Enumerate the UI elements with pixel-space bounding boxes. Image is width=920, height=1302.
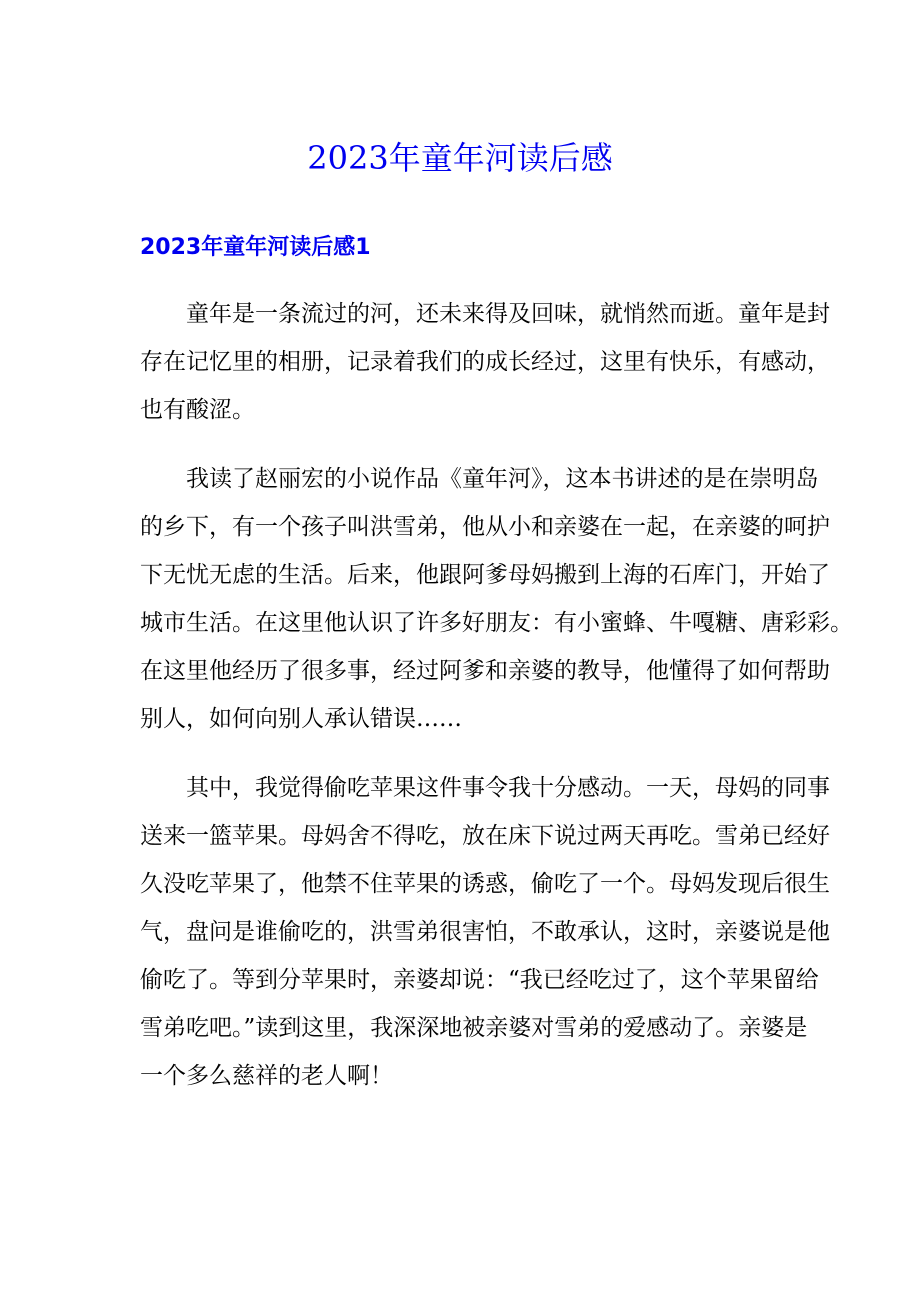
paragraph (140, 290, 830, 434)
paragraph-line: 城市生活。在这里他认识了许多好朋友：有小蜜蜂、牛嘎糖、唐彩彩。 (140, 610, 853, 636)
paragraph-line: 气，盘问是谁偷吃的，洪雪弟很害怕，不敢承认，这时，亲婆说是他 (140, 919, 830, 945)
paragraph-line: 我读了赵丽宏的小说作品《童年河》，这本书讲述的是在崇明岛 (186, 466, 819, 492)
paragraph-line: 存在记忆里的相册，记录着我们的成长经过，这里有快乐，有感动， (140, 349, 830, 375)
paragraph-line: 雪弟吃吧。”读到这里，我深深地被亲婆对雪弟的爱感动了。亲婆是 (140, 1015, 808, 1041)
paragraph-line: 送来一篮苹果。母妈舍不得吃，放在床下说过两天再吃。雪弟已经好 (140, 823, 830, 849)
document-title: 2023年童年河读后感 (307, 139, 613, 177)
paragraph-line: 在这里他经历了很多事，经过阿爹和亲婆的教导，他懂得了如何帮助 (140, 658, 830, 684)
section-heading: 2023年童年河读后感1 (140, 235, 371, 260)
paragraph-line: 下无忧无虑的生活。后来，他跟阿爹母妈搬到上海的石库门，开始了 (140, 562, 830, 588)
paragraph-line: 其中，我觉得偷吃苹果这件事令我十分感动。一天，母妈的同事 (186, 775, 830, 801)
paragraph-line: 偷吃了。等到分苹果时，亲婆却说：“我已经吃过了，这个苹果留给 (140, 967, 819, 993)
paragraph-line: 的乡下，有一个孩子叫洪雪弟，他从小和亲婆在一起，在亲婆的呵护 (140, 514, 830, 540)
paragraph-line: 一个多么慈祥的老人啊！ (140, 1063, 393, 1089)
paragraph-line: 也有酸涩。 (140, 397, 255, 423)
document-body (140, 290, 853, 1121)
paragraph-line: 别人，如何向别人承认错误…… (140, 706, 462, 732)
paragraph (140, 764, 830, 1100)
paragraph-line: 久没吃苹果了，他禁不住苹果的诱惑，偷吃了一个。母妈发现后很生 (140, 871, 830, 897)
paragraph-line: 童年是一条流过的河，还未来得及回味，就悄然而逝。童年是封 (186, 301, 830, 327)
paragraph (140, 455, 853, 743)
